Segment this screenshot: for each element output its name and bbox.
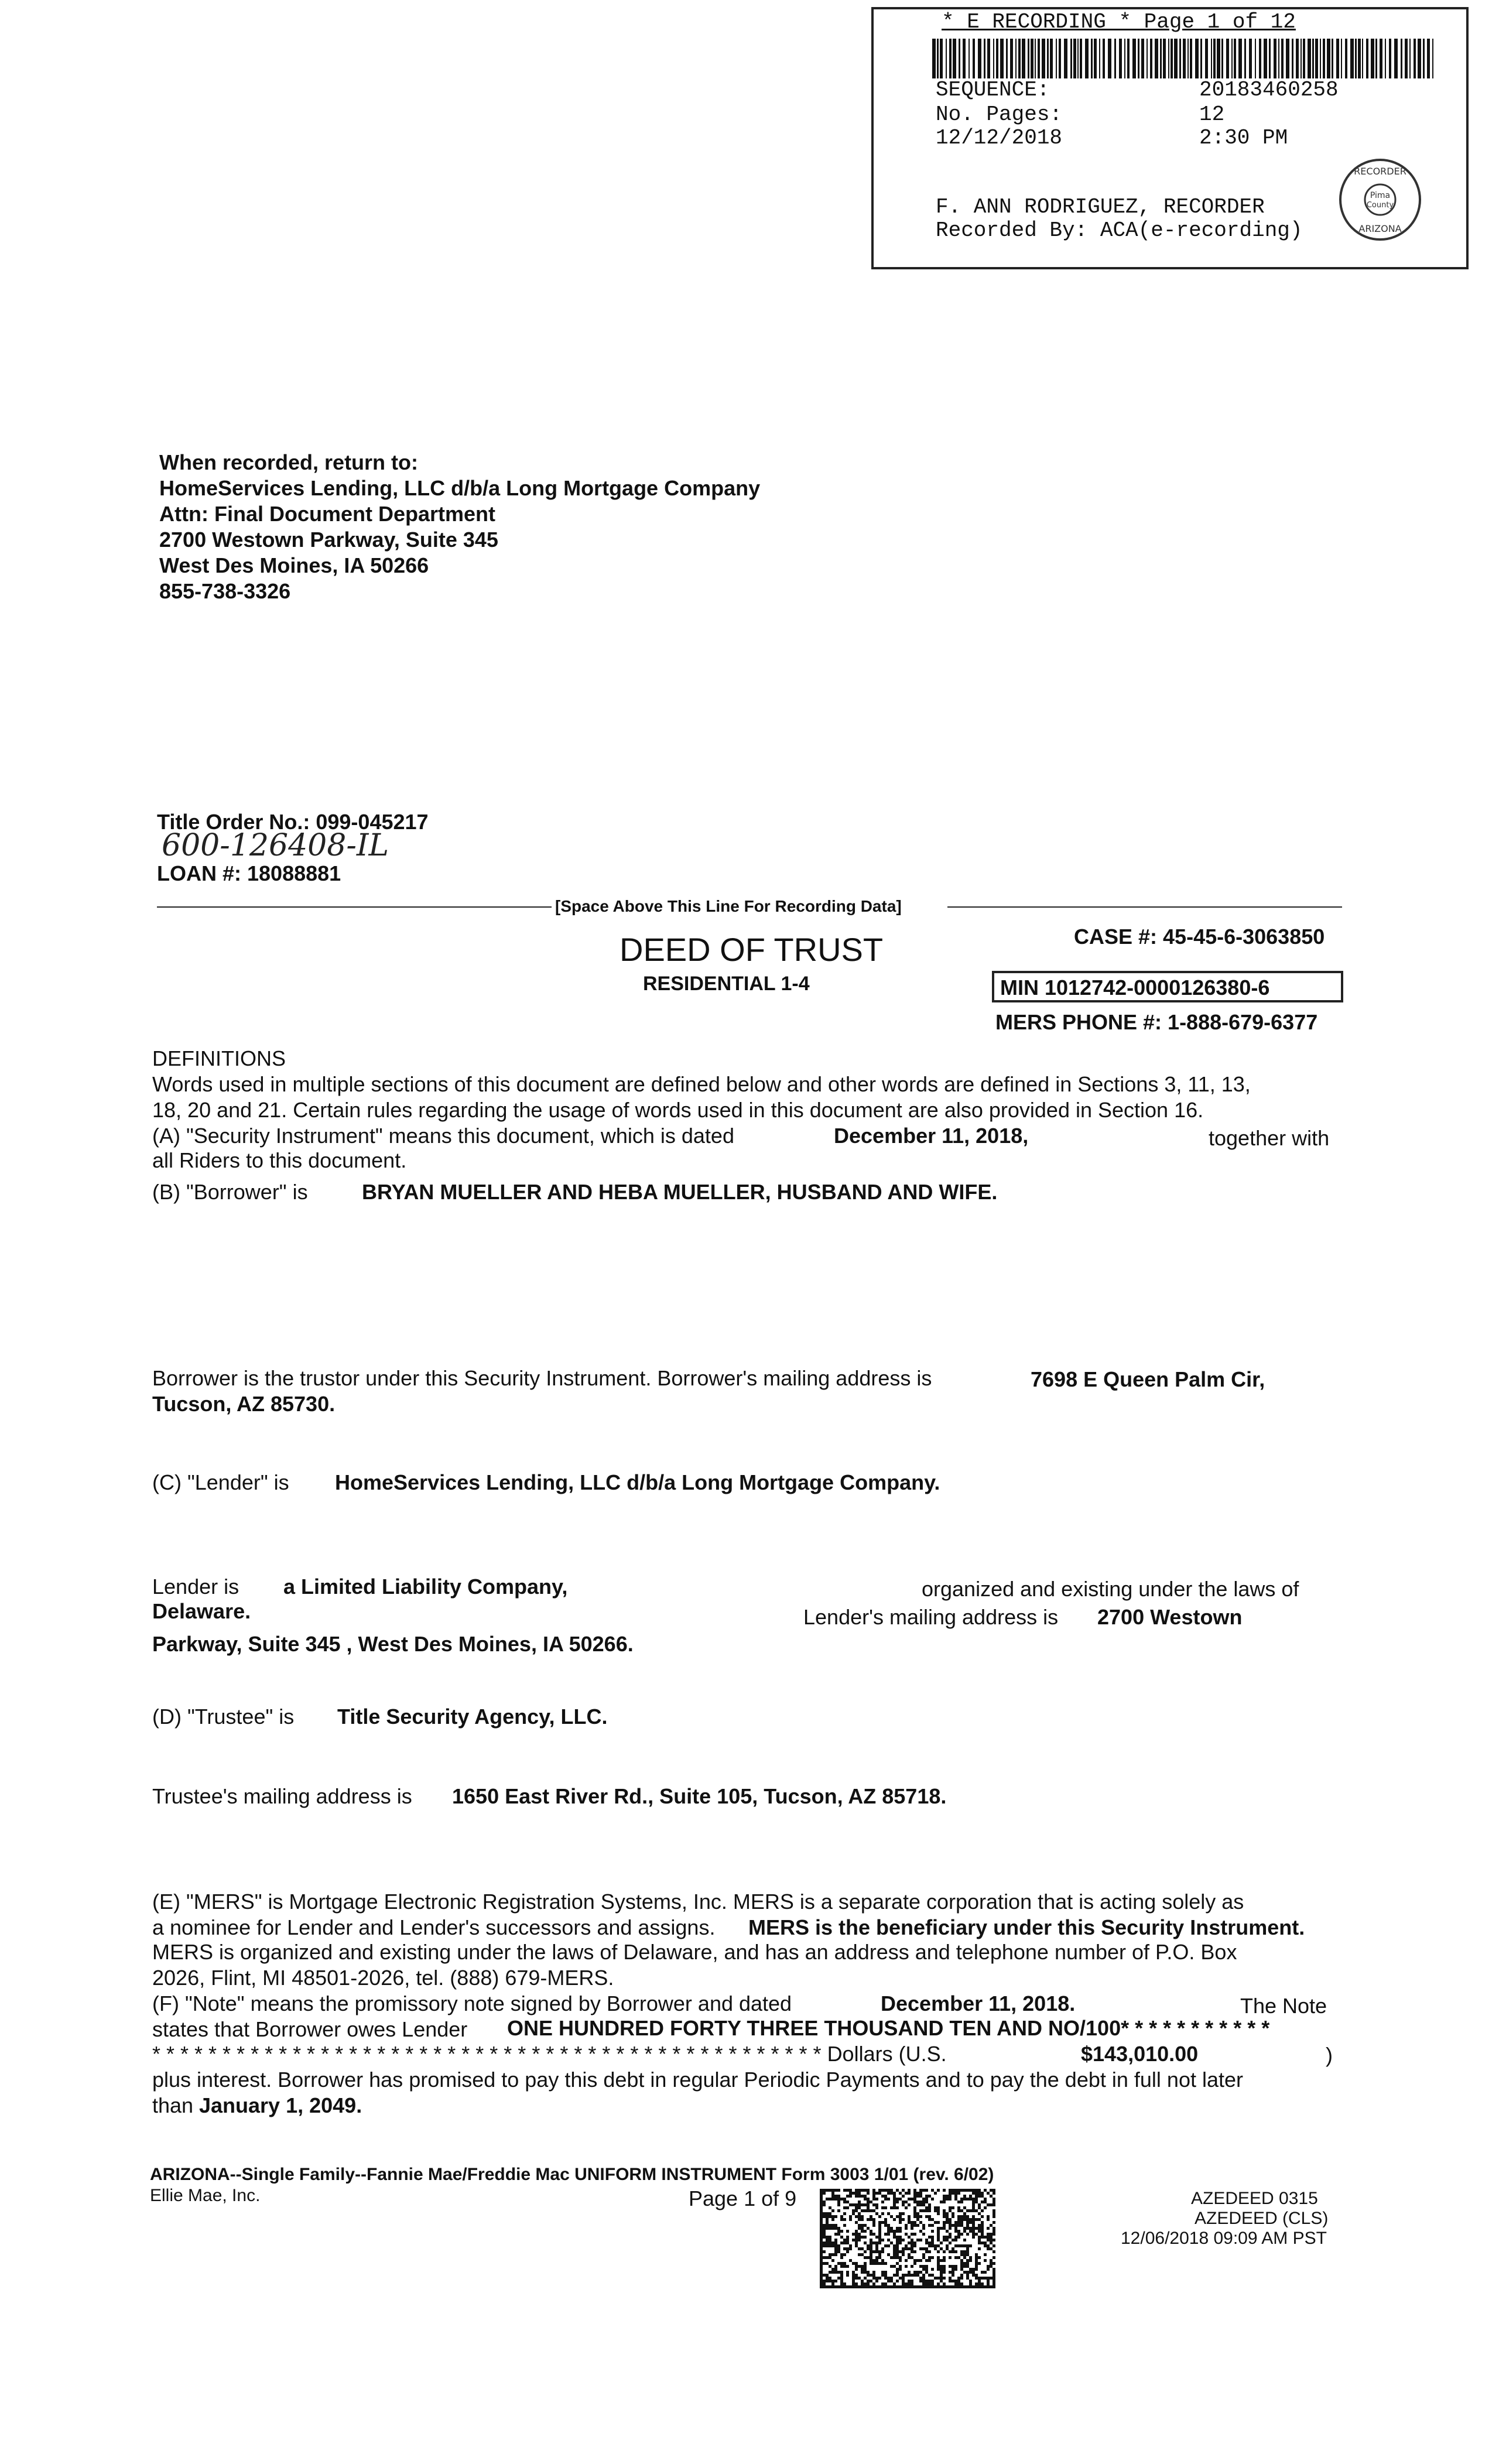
return-to-heading: When recorded, return to: — [159, 450, 419, 474]
svg-text:RECORDER: RECORDER — [1354, 166, 1406, 177]
borrower-address-city: Tucson, AZ 85730. — [152, 1392, 336, 1416]
sequence-value: 20183460258 — [1199, 78, 1339, 102]
page-number: Page 1 of 9 — [689, 2186, 797, 2210]
barcode-image — [932, 39, 1436, 78]
lender-address-label: Lender's mailing address is — [803, 1605, 1059, 1629]
return-to-line: West Des Moines, IA 50266 — [159, 553, 429, 577]
vendor-name: Ellie Mae, Inc. — [150, 2186, 261, 2205]
definitions-intro: Words used in multiple sections of this document are defined below and other words are defined in Sections 3, 11, 13, — [152, 1072, 1251, 1096]
document-subtitle: RESIDENTIAL 1-4 — [643, 973, 810, 995]
def-f-text: than — [152, 2093, 194, 2117]
min-number: MIN 1012742-0000126380-6 — [1000, 976, 1270, 1000]
def-f-text: ) — [1326, 2043, 1333, 2067]
def-b-label: (B) "Borrower" is — [152, 1180, 308, 1204]
pages-label: No. Pages: — [936, 102, 1063, 126]
lender-name: HomeServices Lending, LLC d/b/a Long Mortgage Company. — [335, 1470, 940, 1494]
handwritten-file-number: 600-126408-IL — [162, 828, 389, 863]
document-title: DEED OF TRUST — [620, 931, 884, 968]
sequence-label: SEQUENCE: — [936, 78, 1050, 102]
trustee-address-label: Trustee's mailing address is — [152, 1784, 412, 1808]
def-f-text: The Note — [1240, 1994, 1327, 2018]
def-f-text: plus interest. Borrower has promised to pay this debt in regular Periodic Payments and to pay the debt in full not later — [152, 2068, 1243, 2092]
definitions-heading: DEFINITIONS — [152, 1046, 286, 1070]
form-code: AZEDEED 0315 — [1191, 2189, 1318, 2208]
def-f-text: states that Borrower owes Lender — [152, 2017, 468, 2041]
space-above-line-note: [Space Above This Line For Recording Data] — [555, 897, 902, 915]
loan-number: LOAN #: 18088881 — [157, 861, 341, 885]
return-to-line: Attn: Final Document Department — [159, 502, 496, 526]
note-date: December 11, 2018. — [881, 1991, 1076, 2015]
trustee-name: Title Security Agency, LLC. — [337, 1705, 608, 1729]
maturity-date: January 1, 2049. — [199, 2093, 362, 2117]
def-a-continued: all Riders to this document. — [152, 1148, 407, 1172]
svg-text:ARIZONA: ARIZONA — [1358, 223, 1402, 234]
def-e-text: (E) "MERS" is Mortgage Electronic Registration Systems, Inc. MERS is a separate corporation that is acting solely as — [152, 1890, 1244, 1914]
borrower-names: BRYAN MUELLER AND HEBA MUELLER, HUSBAND AND WIFE. — [362, 1180, 998, 1204]
def-d-label: (D) "Trustee" is — [152, 1705, 295, 1729]
trustee-address: 1650 East River Rd., Suite 105, Tucson, AZ 85718. — [452, 1784, 947, 1808]
recording-rule-left — [157, 906, 552, 908]
svg-text:Pima: Pima — [1370, 191, 1391, 200]
min-box — [992, 971, 1343, 1002]
def-e-text: MERS is organized and existing under the laws of Delaware, and has an address and telephone number of P.O. Box — [152, 1940, 1237, 1964]
def-f-label: (F) "Note" means the promissory note signed by Borrower and dated — [152, 1991, 792, 2015]
form-code-cls: AZEDEED (CLS) — [1195, 2209, 1329, 2228]
def-e-text: a nominee for Lender and Lender's successors and assigns. — [152, 1915, 716, 1939]
form-identifier: ARIZONA--Single Family--Fannie Mae/Freddie Mac UNIFORM INSTRUMENT Form 3003 1/01 (rev. 6/02) — [150, 2165, 994, 2184]
lender-state: Delaware. — [152, 1599, 251, 1623]
recorded-by: Recorded By: ACA(e-recording) — [936, 218, 1303, 242]
def-a-date: December 11, 2018, — [834, 1124, 1029, 1148]
lender-is-label: Lender is — [152, 1575, 239, 1599]
borrower-address-intro: Borrower is the trustor under this Security Instrument. Borrower's mailing address is — [152, 1366, 932, 1390]
lender-entity-type: a Limited Liability Company, — [283, 1575, 568, 1599]
pages-value: 12 — [1199, 102, 1225, 126]
definitions-intro: 18, 20 and 21. Certain rules regarding the usage of words used in this document are also provided in Section 16. — [152, 1098, 1204, 1122]
def-e-text: 2026, Flint, MI 48501-2026, tel. (888) 679-MERS. — [152, 1966, 614, 1990]
recording-stamp-box — [871, 7, 1469, 269]
return-to-line: 2700 Westown Parkway, Suite 345 — [159, 528, 498, 552]
title-order-number: Title Order No.: 099-045217 — [157, 810, 429, 834]
lender-address-street: 2700 Westown — [1097, 1605, 1243, 1629]
print-timestamp: 12/06/2018 09:09 AM PST — [1121, 2229, 1327, 2248]
return-to-block — [159, 450, 760, 604]
datamatrix-barcode — [820, 2189, 995, 2288]
recording-header: * E RECORDING * Page 1 of 12 — [942, 10, 1296, 34]
recording-rule-right — [947, 906, 1342, 908]
def-c-label: (C) "Lender" is — [152, 1470, 289, 1494]
mers-beneficiary-statement: MERS is the beneficiary under this Security Instrument. — [748, 1915, 1305, 1939]
def-a-label: (A) "Security Instrument" means this document, which is dated — [152, 1124, 734, 1148]
return-to-line: 855-738-3326 — [159, 579, 291, 603]
recording-date: 12/12/2018 — [936, 126, 1063, 150]
recorder-name: F. ANN RODRIGUEZ, RECORDER — [936, 195, 1265, 219]
case-number: CASE #: 45-45-6-3063850 — [1074, 925, 1325, 949]
svg-text:County: County — [1366, 201, 1394, 210]
borrower-address-street: 7698 E Queen Palm Cir, — [1031, 1367, 1265, 1391]
mers-phone: MERS PHONE #: 1-888-679-6377 — [995, 1010, 1318, 1034]
return-to-line: HomeServices Lending, LLC d/b/a Long Mortgage Company — [159, 476, 761, 500]
lender-organized-text: organized and existing under the laws of — [922, 1577, 1299, 1601]
def-a-tail: together with — [1209, 1126, 1330, 1150]
loan-amount-words: ONE HUNDRED FORTY THREE THOUSAND TEN AND NO/100* * * * * * * * * * * — [507, 2016, 1270, 2040]
lender-address-city: Parkway, Suite 345 , West Des Moines, IA 50266. — [152, 1632, 634, 1656]
asterisk-filler: * * * * * * * * * * * * * * * * * * * * * * * * * * * * * * * * * * * * * * * * * * * * * * * * Dollars (U.S. — [152, 2042, 947, 2066]
recording-time: 2:30 PM — [1199, 126, 1288, 150]
county-recorder-seal — [1336, 156, 1424, 244]
loan-amount-figure: $143,010.00 — [1081, 2042, 1199, 2066]
